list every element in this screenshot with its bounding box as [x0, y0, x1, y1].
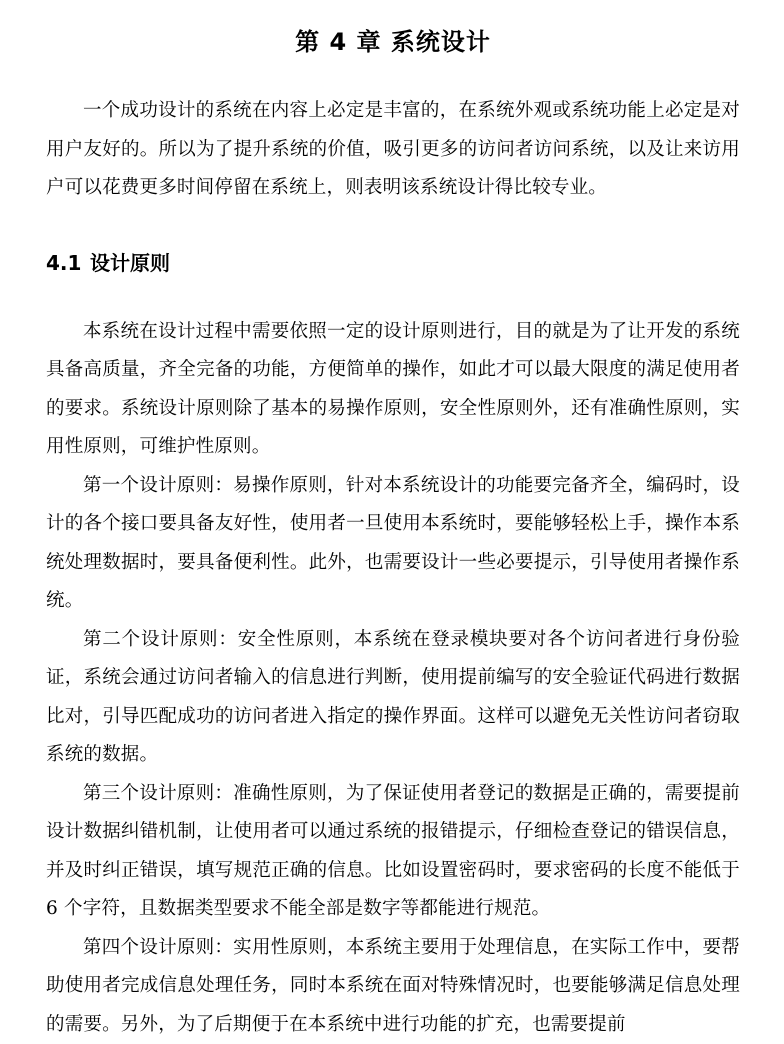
section-paragraph-principle-2: 第二个设计原则：安全性原则，本系统在登录模块要对各个访问者进行身份验证，系统会通过访问者输入的信息进行判断，使用提前编写的安全验证代码进行数据比对，引导匹配成功的访问者进入指定的操作界面。这样可以避免无关性访问者窃取系统的数据。 — [46, 621, 740, 775]
section-heading — [46, 248, 740, 278]
section-paragraph-principle-3: 第三个设计原则：准确性原则，为了保证使用者登记的数据是正确的，需要提前设计数据纠错机制，让使用者可以通过系统的报错提示，仔细检查登记的错误信息，并及时纠正错误，填写规范正确的信息。比如设置密码时，要求密码的长度不能低于 6 个字符，且数据类型要求不能全部是数字等都能进行规范。 — [46, 775, 740, 929]
section-number: 4.1 — [46, 248, 90, 278]
section-title: 设计原则 — [90, 251, 170, 275]
chapter-title: 第 4 章 系统设计 — [46, 26, 740, 58]
intro-paragraph: 一个成功设计的系统在内容上必定是丰富的，在系统外观或系统功能上必定是对用户友好的。所以为了提升系统的价值，吸引更多的访问者访问系统，以及让来访用户可以花费更多时间停留在系统上，则表明该系统设计得比较专业。 — [46, 92, 740, 208]
section-paragraph-principle-1: 第一个设计原则：易操作原则，针对本系统设计的功能要完备齐全，编码时，设计的各个接口要具备友好性，使用者一旦使用本系统时，要能够轻松上手，操作本系统处理数据时，要具备便利性。此外，也需要设计一些必要提示，引导使用者操作系统。 — [46, 467, 740, 621]
document-page — [46, 0, 740, 1044]
section-paragraph-principle-4: 第四个设计原则：实用性原则，本系统主要用于处理信息，在实际工作中，要帮助使用者完成信息处理任务，同时本系统在面对特殊情况时，也要能够满足信息处理的需要。另外，为了后期便于在本系统中进行功能的扩充，也需要提前 — [46, 929, 740, 1044]
section-paragraph-overview: 本系统在设计过程中需要依照一定的设计原则进行，目的就是为了让开发的系统具备高质量，齐全完备的功能，方便简单的操作，如此才可以最大限度的满足使用者的要求。系统设计原则除了基本的易操作原则，安全性原则外，还有准确性原则，实用性原则，可维护性原则。 — [46, 313, 740, 467]
